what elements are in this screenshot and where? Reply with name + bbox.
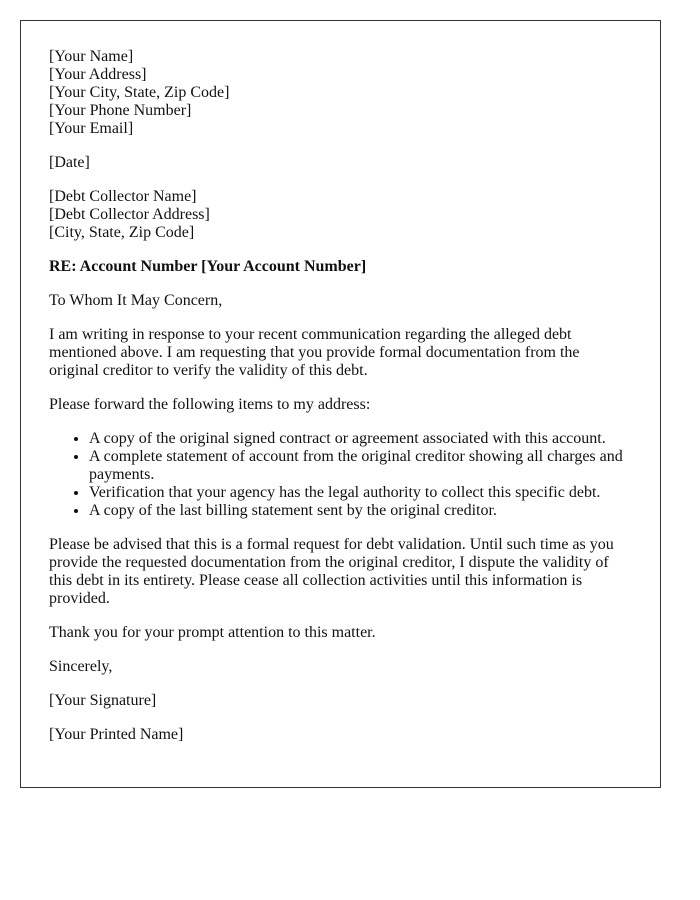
recipient-address: [Debt Collector Address] — [49, 206, 210, 223]
recipient-block — [49, 188, 632, 242]
signature: [Your Signature] — [49, 692, 157, 709]
closing: Sincerely, — [49, 658, 113, 675]
letter — [20, 20, 661, 788]
list-item: • A complete statement of account from the original creditor showing all charges and payments. — [89, 448, 632, 484]
sender-email: [Your Email] — [49, 120, 134, 137]
list-item: • A copy of the last billing statement sent by the original creditor. — [89, 502, 632, 520]
sender-address: [Your Address] — [49, 66, 147, 83]
recipient-name: [Debt Collector Name] — [49, 188, 197, 205]
sender-phone: [Your Phone Number] — [49, 102, 192, 119]
recipient-city: [City, State, Zip Code] — [49, 224, 195, 241]
list-item: • A copy of the original signed contract or agreement associated with this account. — [89, 430, 632, 448]
paragraph-dispute: Please be advised that this is a formal request for debt validation. Until such time as you provide the requested documentation from the original creditor, I dispute the validity of this debt in its entirety. Please cease all collection activities until this information is provided. — [49, 536, 614, 607]
thanks: Thank you for your prompt attention to this matter. — [49, 624, 376, 641]
requested-items-list — [49, 430, 632, 520]
sender-block — [49, 48, 632, 138]
salutation: To Whom It May Concern, — [49, 292, 223, 309]
sender-name: [Your Name] — [49, 48, 134, 65]
subject-line: RE: Account Number [Your Account Number] — [49, 258, 367, 275]
sender-city: [Your City, State, Zip Code] — [49, 84, 230, 101]
list-item: • Verification that your agency has the legal authority to collect this specific debt. — [89, 484, 632, 502]
date: [Date] — [49, 154, 90, 171]
paragraph-intro: I am writing in response to your recent communication regarding the alleged debt mentioned above. I am requesting that you provide formal documentation from the original creditor to verify the validity of this debt. — [49, 326, 580, 379]
list-intro: Please forward the following items to my address: — [49, 396, 371, 413]
printed-name: [Your Printed Name] — [49, 726, 184, 743]
